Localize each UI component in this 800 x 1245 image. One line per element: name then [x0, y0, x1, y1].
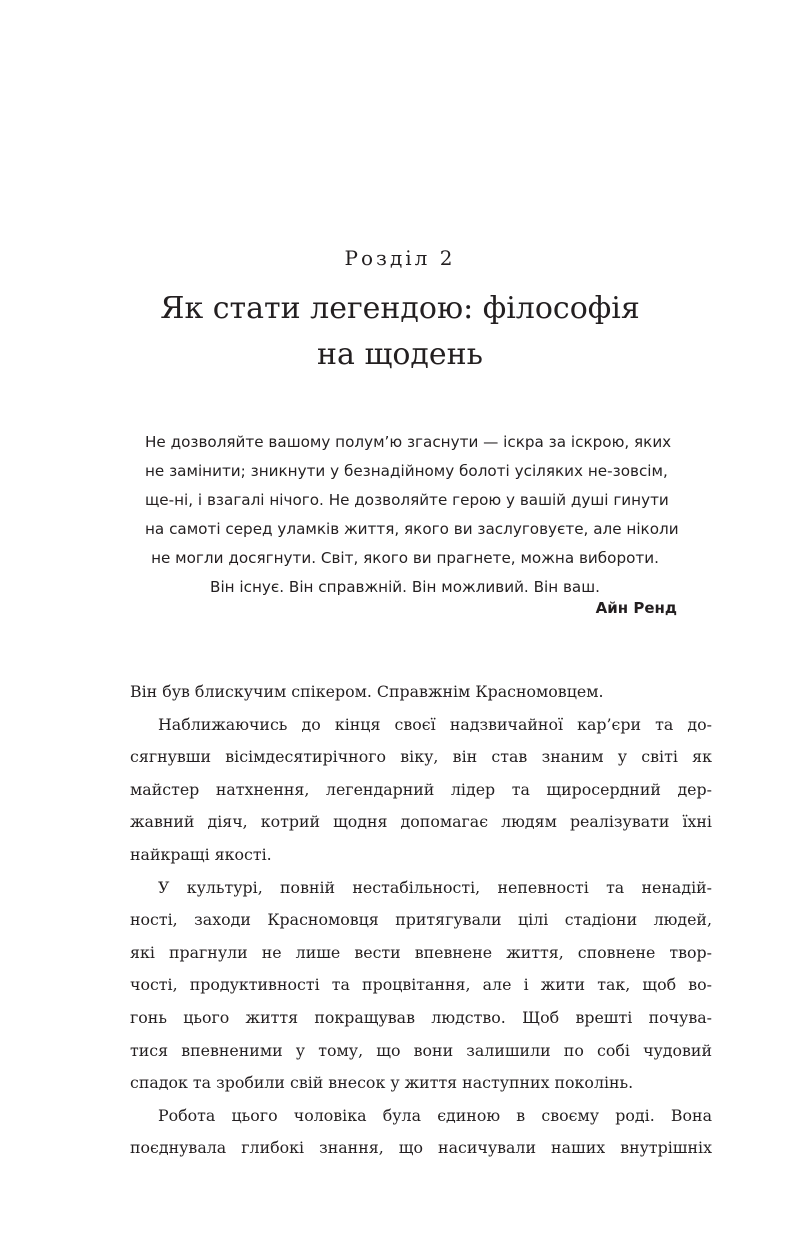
chapter-title-line: Як стати легендою: філософія — [160, 291, 640, 326]
epigraph-line: Не дозволяйте вашому полум’ю згаснути — іскра за іскрою, яких — [145, 433, 672, 451]
epigraph — [145, 428, 679, 602]
body-line: які прагнули не лише вести впевнене життя, сповнене твор- — [130, 942, 712, 962]
chapter-label: Розділ 2 — [344, 246, 456, 270]
body-line: Робота цього чоловіка була єдиною в своєму роді. Вона — [158, 1105, 712, 1125]
body-line: ності, заходи Красномовця притягували цілі стадіони людей, — [130, 910, 712, 930]
chapter-title — [0, 286, 800, 378]
body-line: жавний діяч, котрий щодня допомагає людям реалізувати їхні — [130, 812, 712, 832]
body-line: Наближаючись до кінця своєї надзвичайної кар’єри та до- — [158, 714, 712, 734]
body-line: гонь цього життя покращував людство. Щоб врешті почува- — [130, 1007, 712, 1027]
epigraph-author: Айн Ренд — [595, 599, 677, 617]
body-line: тися впевненими у тому, що вони залишили по собі чудовий — [130, 1040, 712, 1060]
epigraph-line: не могли досягнути. Світ, якого ви прагнете, можна вибороти. — [151, 549, 659, 567]
body-text — [130, 676, 712, 1165]
chapter-title-line: на щодень — [317, 337, 483, 372]
body-line: поєднувала глибокі знання, що насичували наших внутрішніх — [130, 1138, 712, 1158]
body-line: майстер натхнення, легендарний лідер та щиросердний дер- — [130, 779, 712, 799]
body-line: найкращі якості. — [130, 844, 272, 864]
epigraph-line: Він існує. Він справжній. Він можливий. Він ваш. — [210, 578, 600, 596]
body-line: У культурі, повній нестабільності, непевності та ненадій- — [158, 877, 712, 897]
epigraph-line: ще-ні, і взагалі нічого. Не дозволяйте герою у вашій душі гинути — [145, 491, 669, 509]
body-line: спадок та зробили свій внесок у життя наступних поколінь. — [130, 1073, 634, 1093]
epigraph-line: не замінити; зникнути у безнадійному болоті усіляких не-зовсім, — [145, 462, 668, 480]
body-line: чості, продуктивності та процвітання, але і жити так, щоб во- — [130, 975, 712, 995]
body-line: сягнувши вісімдесятирічного віку, він став знаним у світі як — [130, 747, 712, 767]
epigraph-line: на самоті серед уламків життя, якого ви заслуговуєте, але ніколи — [145, 520, 679, 538]
body-line: Він був блискучим спікером. Справжнім Красномовцем. — [130, 682, 604, 701]
